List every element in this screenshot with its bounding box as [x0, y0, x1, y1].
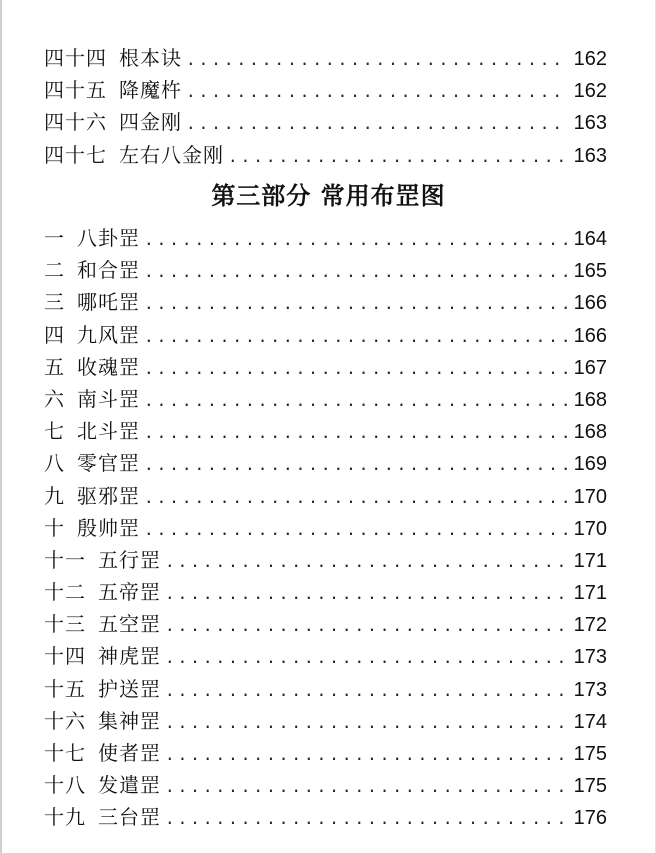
dot-leader: [165, 578, 568, 610]
entry-title: 降魔杵: [119, 78, 182, 103]
entry-title: 发遣罡: [98, 773, 161, 798]
entry-page-number: 166: [573, 324, 607, 347]
dot-leader: [165, 771, 568, 803]
toc-entry: [44, 705, 607, 737]
entry-number: 十一: [44, 547, 86, 572]
entry-number: 六: [44, 386, 65, 411]
toc-entry: [44, 608, 607, 640]
toc-entry: [44, 222, 607, 254]
entry-number: 十九: [44, 805, 86, 830]
toc-entry: [44, 544, 607, 576]
dot-leader: [144, 514, 568, 546]
entry-number: 四十四: [44, 46, 107, 70]
toc-entry: [44, 383, 607, 415]
dot-leader: [165, 642, 568, 674]
dot-leader: [186, 76, 568, 108]
toc-entry: [44, 106, 607, 138]
entry-title: 根本诀: [119, 46, 182, 70]
entry-number: 七: [44, 419, 65, 444]
entry-page-number: 168: [573, 388, 607, 411]
entry-page-number: 169: [573, 453, 607, 476]
entry-number: 四十六: [44, 110, 107, 135]
entry-page-number: 170: [573, 485, 607, 508]
dot-leader: [186, 108, 568, 140]
entry-number: 四: [44, 322, 65, 347]
entry-number: 十四: [44, 644, 86, 669]
entry-page-number: 171: [573, 582, 607, 605]
dot-leader: [144, 224, 568, 256]
dot-leader: [186, 44, 568, 76]
entry-title: 四金刚: [119, 110, 182, 135]
entry-title: 八卦罡: [77, 226, 140, 250]
dot-leader: [144, 449, 568, 481]
entry-page-number: 176: [573, 807, 607, 830]
entry-page-number: 174: [573, 710, 607, 733]
toc-entry: [44, 42, 607, 74]
entry-number: 十八: [44, 773, 86, 798]
dot-leader: [165, 675, 568, 707]
entry-page-number: 172: [573, 614, 607, 637]
entry-title: 哪吒罡: [77, 290, 140, 315]
dot-leader: [144, 417, 568, 449]
entry-page-number: 175: [573, 743, 607, 765]
entry-number: 十: [44, 515, 65, 540]
entry-number: 四十五: [44, 78, 107, 103]
toc-entry: [44, 286, 607, 318]
dot-leader: [165, 610, 568, 642]
entry-page-number: 163: [573, 112, 607, 135]
entry-number: 三: [44, 290, 65, 315]
entry-title: 左右八金刚: [119, 142, 224, 167]
dot-leader: [144, 482, 568, 514]
dot-leader: [144, 288, 568, 320]
entry-number: 八: [44, 451, 65, 476]
entry-page-number: 168: [573, 421, 607, 444]
entry-title: 驱邪罡: [77, 483, 140, 508]
entry-page-number: 166: [573, 292, 607, 315]
dot-leader: [165, 707, 568, 739]
entry-number: 十七: [44, 741, 86, 765]
toc-entry: [44, 74, 607, 106]
dot-leader: [228, 141, 568, 173]
entry-title: 九风罡: [77, 322, 140, 347]
toc-entry: [44, 351, 607, 383]
entry-page-number: 173: [573, 646, 607, 669]
toc-entry: [44, 673, 607, 705]
entry-title: 北斗罡: [77, 419, 140, 444]
dot-leader: [144, 321, 568, 353]
entry-page-number: 171: [573, 549, 607, 572]
toc-entry: [44, 512, 607, 544]
entry-number: 四十七: [44, 142, 107, 167]
entry-title: 收魂罡: [77, 354, 140, 379]
entry-page-number: 175: [573, 775, 607, 798]
dot-leader: [165, 803, 568, 835]
entry-page-number: 164: [573, 228, 607, 250]
toc-list-part-two-tail: [44, 42, 607, 171]
entry-number: 五: [44, 354, 65, 379]
entry-number: 十三: [44, 612, 86, 637]
toc-entry: [44, 415, 607, 447]
dot-leader: [165, 546, 568, 578]
entry-title: 神虎罡: [98, 644, 161, 669]
dot-leader: [144, 256, 568, 288]
toc-entry: [44, 139, 607, 171]
section-heading: 第三部分 常用布罡图: [211, 182, 446, 210]
toc-entry: [44, 737, 607, 769]
toc-entry: [44, 254, 607, 286]
entry-title: 五帝罡: [98, 580, 161, 605]
toc-entry: [44, 640, 607, 672]
entry-number: 十六: [44, 708, 86, 733]
entry-title: 使者罡: [98, 741, 161, 765]
toc-entry: [44, 447, 607, 479]
entry-page-number: 173: [573, 678, 607, 701]
toc-list-part-three: [44, 222, 607, 834]
toc-entry: [44, 801, 607, 833]
toc-entry: [44, 769, 607, 801]
entry-title: 殷帅罡: [77, 515, 140, 540]
entry-title: 零官罡: [77, 451, 140, 476]
dot-leader: [144, 385, 568, 417]
entry-page-number: 167: [573, 356, 607, 379]
entry-number: 九: [44, 483, 65, 508]
entry-number: 一: [44, 226, 65, 250]
entry-title: 集神罡: [98, 708, 161, 733]
entry-number: 十二: [44, 580, 86, 605]
entry-title: 五行罡: [98, 547, 161, 572]
entry-title: 五空罡: [98, 612, 161, 637]
entry-number: 二: [44, 258, 65, 283]
dot-leader: [165, 739, 568, 771]
entry-number: 十五: [44, 676, 86, 701]
entry-page-number: 165: [573, 260, 607, 283]
toc-entry: [44, 480, 607, 512]
entry-title: 护送罡: [98, 676, 161, 701]
entry-page-number: 162: [573, 80, 607, 103]
entry-title: 三台罡: [98, 805, 161, 830]
entry-page-number: 163: [573, 144, 607, 167]
toc-entry: [44, 576, 607, 608]
entry-page-number: 170: [573, 517, 607, 540]
entry-page-number: 162: [573, 48, 607, 70]
toc-entry: [44, 319, 607, 351]
entry-title: 南斗罡: [77, 386, 140, 411]
entry-title: 和合罡: [77, 258, 140, 283]
dot-leader: [144, 353, 568, 385]
